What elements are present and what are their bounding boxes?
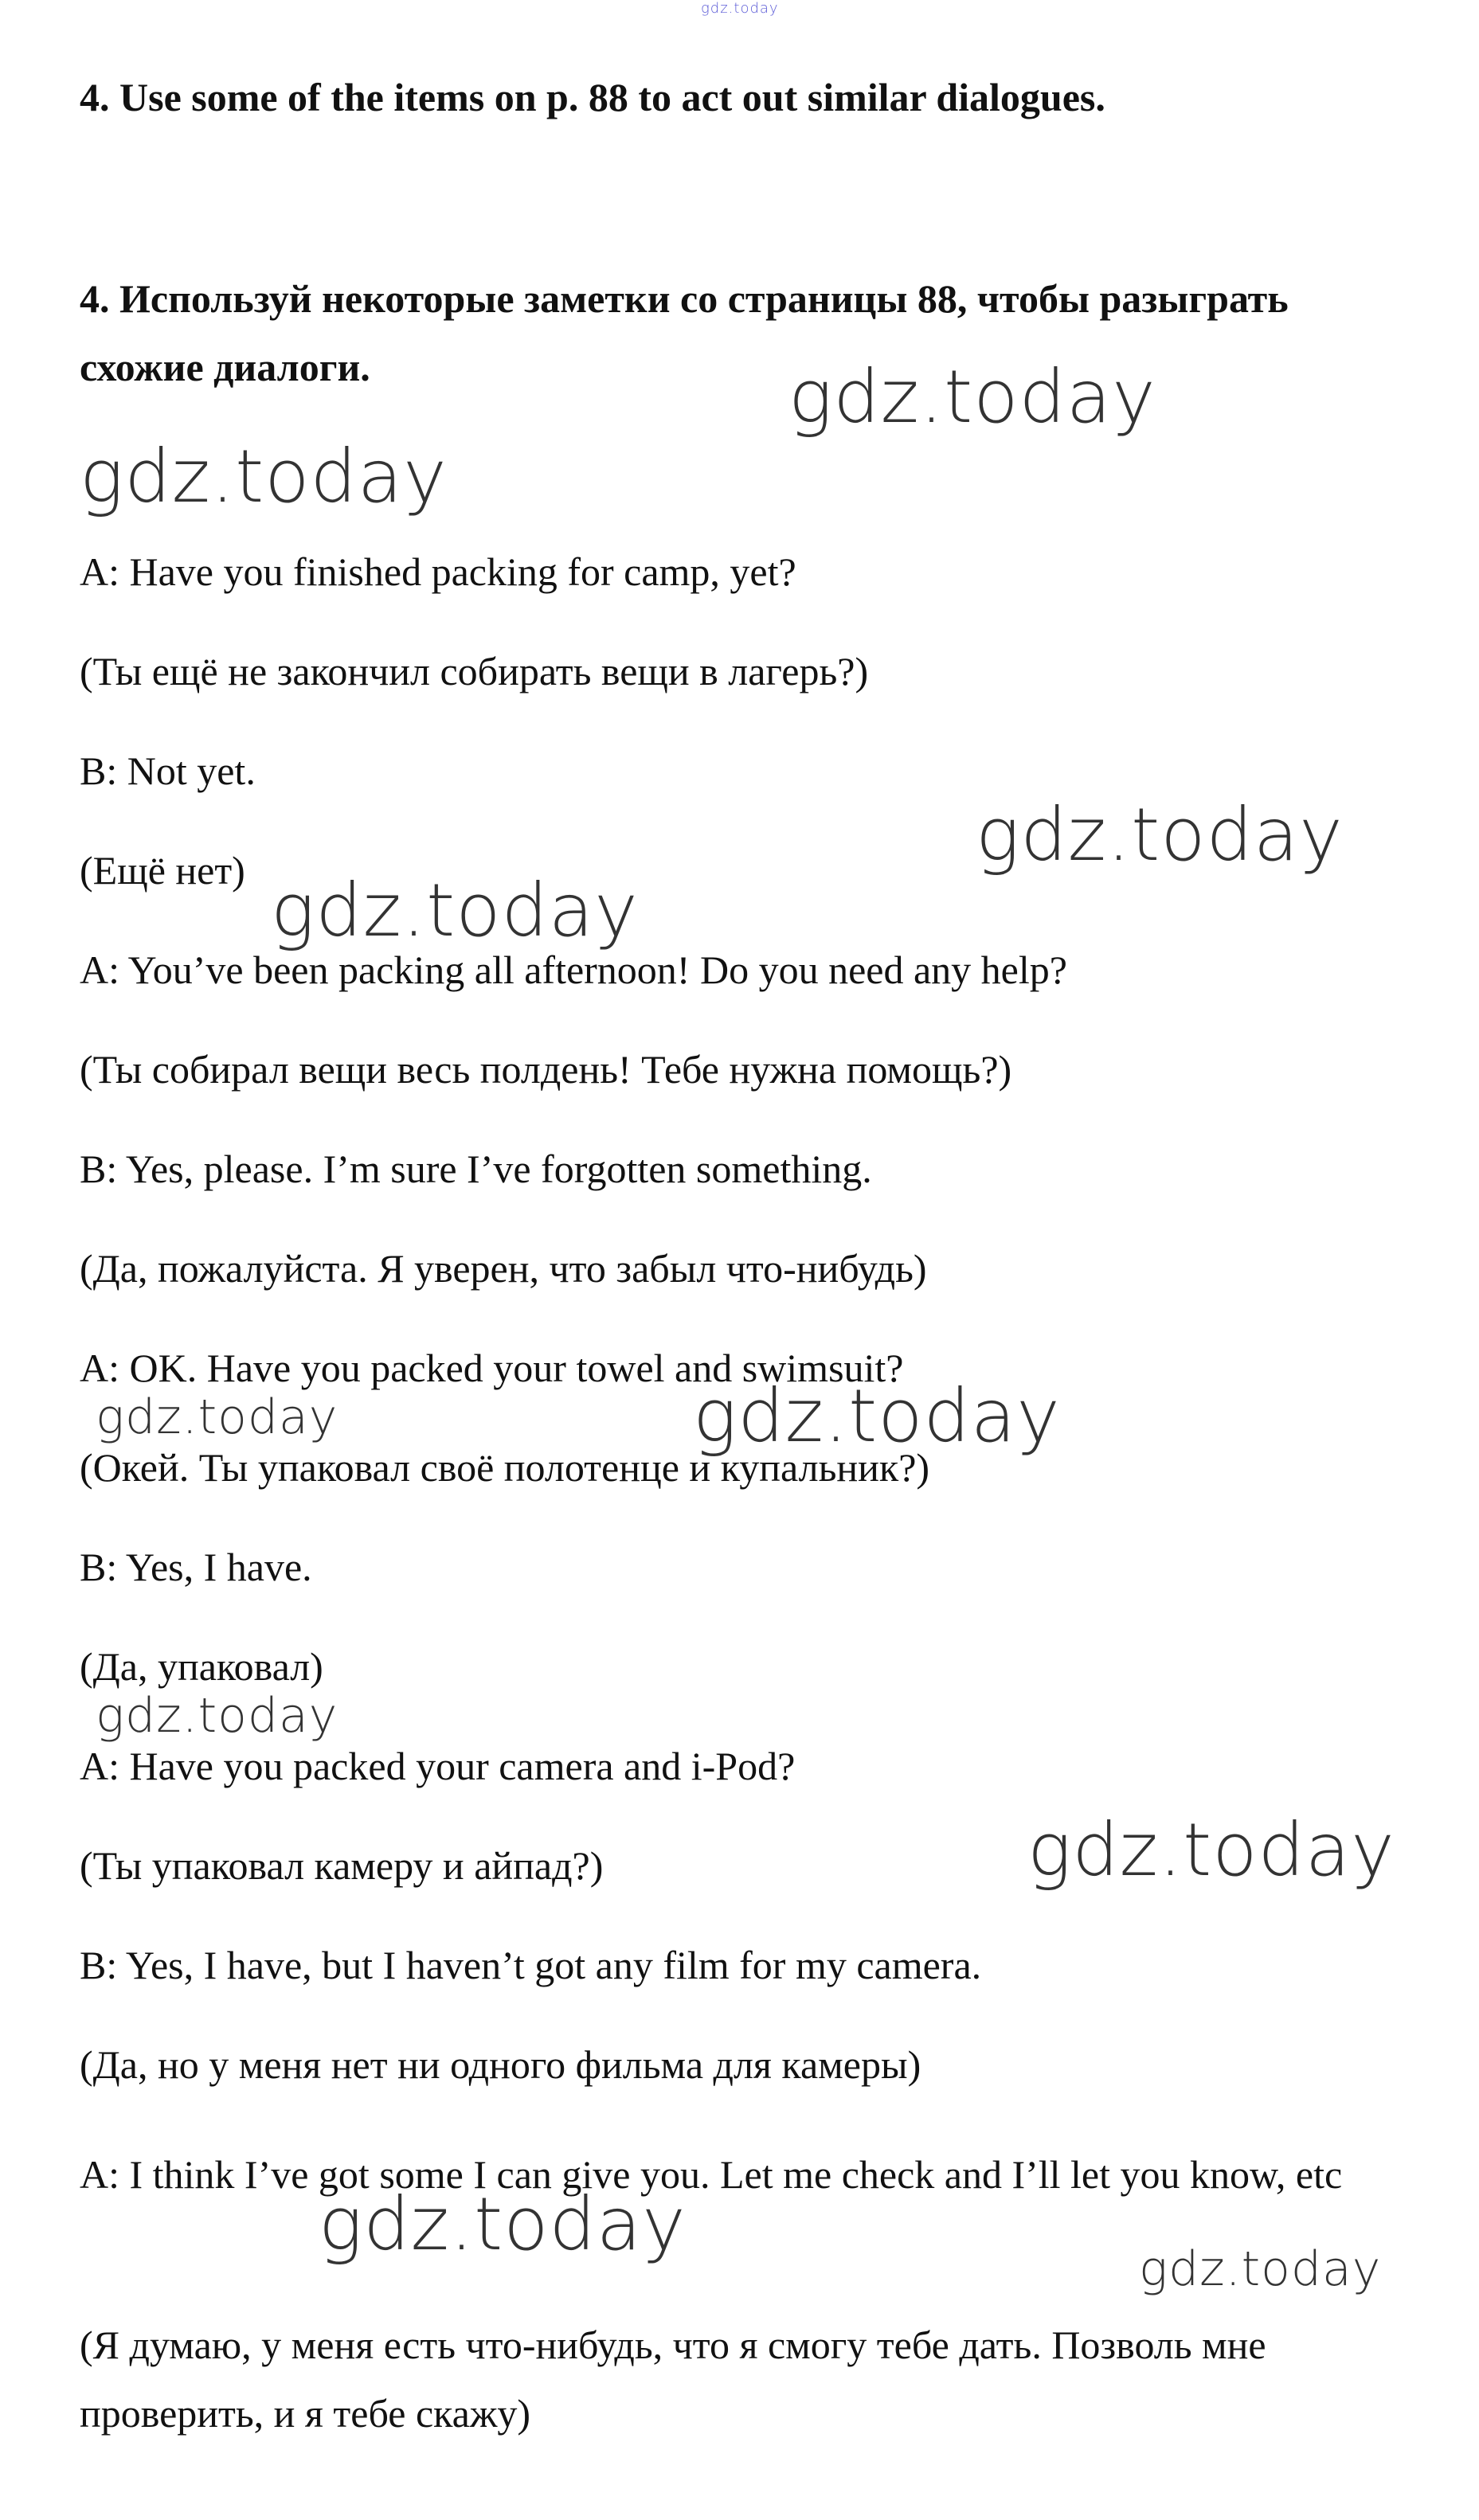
watermark-top: gdz.today: [701, 0, 779, 17]
dialogue-line: B: Yes, I have, but I haven’t got any film for my camera.: [80, 1943, 982, 1987]
dialogue-line: (Ещё нет): [80, 848, 245, 893]
watermark: gdz.today: [1027, 1807, 1395, 1893]
dialogue-line: (Окей. Ты упаковал своё полотенце и купальник?): [80, 1445, 930, 1490]
dialogue-line: B: Yes, please. I’m sure I’ve forgotten something.: [80, 1147, 872, 1191]
watermark: gdz.today: [976, 792, 1344, 877]
dialogue-line: A: OK. Have you packed your towel and swimsuit?: [80, 1346, 904, 1390]
watermark: gdz.today: [319, 2182, 687, 2267]
dialogue-line: (Да, пожалуйста. Я уверен, что забыл что-нибудь): [80, 1246, 927, 1291]
watermark: gdz.today: [788, 354, 1156, 440]
dialogue-line: A: You’ve been packing all afternoon! Do you need any help?: [80, 947, 1067, 992]
watermark: gdz.today: [271, 868, 639, 953]
dialogue-line: (Да, упаковал): [80, 1644, 323, 1689]
watermark: gdz.today: [80, 434, 448, 519]
dialogue-line: A: Have you finished packing for camp, yet?: [80, 549, 796, 594]
task-heading-ru: 4. Используй некоторые заметки со страницы 88, чтобы разыграть схожие диалоги.: [80, 276, 1289, 389]
watermark: gdz.today: [96, 1688, 338, 1744]
dialogue-line: A: Have you packed your camera and i-Pod?: [80, 1744, 796, 1788]
dialogue-line: B: Not yet.: [80, 748, 256, 793]
dialogue-line: (Да, но у меня нет ни одного фильма для камеры): [80, 2042, 921, 2087]
watermark: gdz.today: [96, 1389, 338, 1445]
dialogue-line: B: Yes, I have.: [80, 1545, 312, 1589]
dialogue-line: (Ты ещё не закончил собирать вещи в лагерь?): [80, 649, 869, 693]
dialogue-line: (Я думаю, у меня есть что-нибудь, что я смогу тебе дать. Позволь мне проверить, и я тебе скажу): [80, 2323, 1266, 2436]
watermark: gdz.today: [693, 1373, 1061, 1459]
dialogue-line: (Ты упаковал камеру и айпад?): [80, 1843, 604, 1888]
task-heading-en: 4. Use some of the items on p. 88 to act out similar dialogues.: [80, 75, 1105, 119]
dialogue-line: (Ты собирал вещи весь полдень! Тебе нужна помощь?): [80, 1047, 1012, 1092]
dialogue-line: A: I think I’ve got some I can give you. Let me check and I’ll let you know, etc: [80, 2152, 1343, 2197]
watermark: gdz.today: [1139, 2241, 1382, 2297]
